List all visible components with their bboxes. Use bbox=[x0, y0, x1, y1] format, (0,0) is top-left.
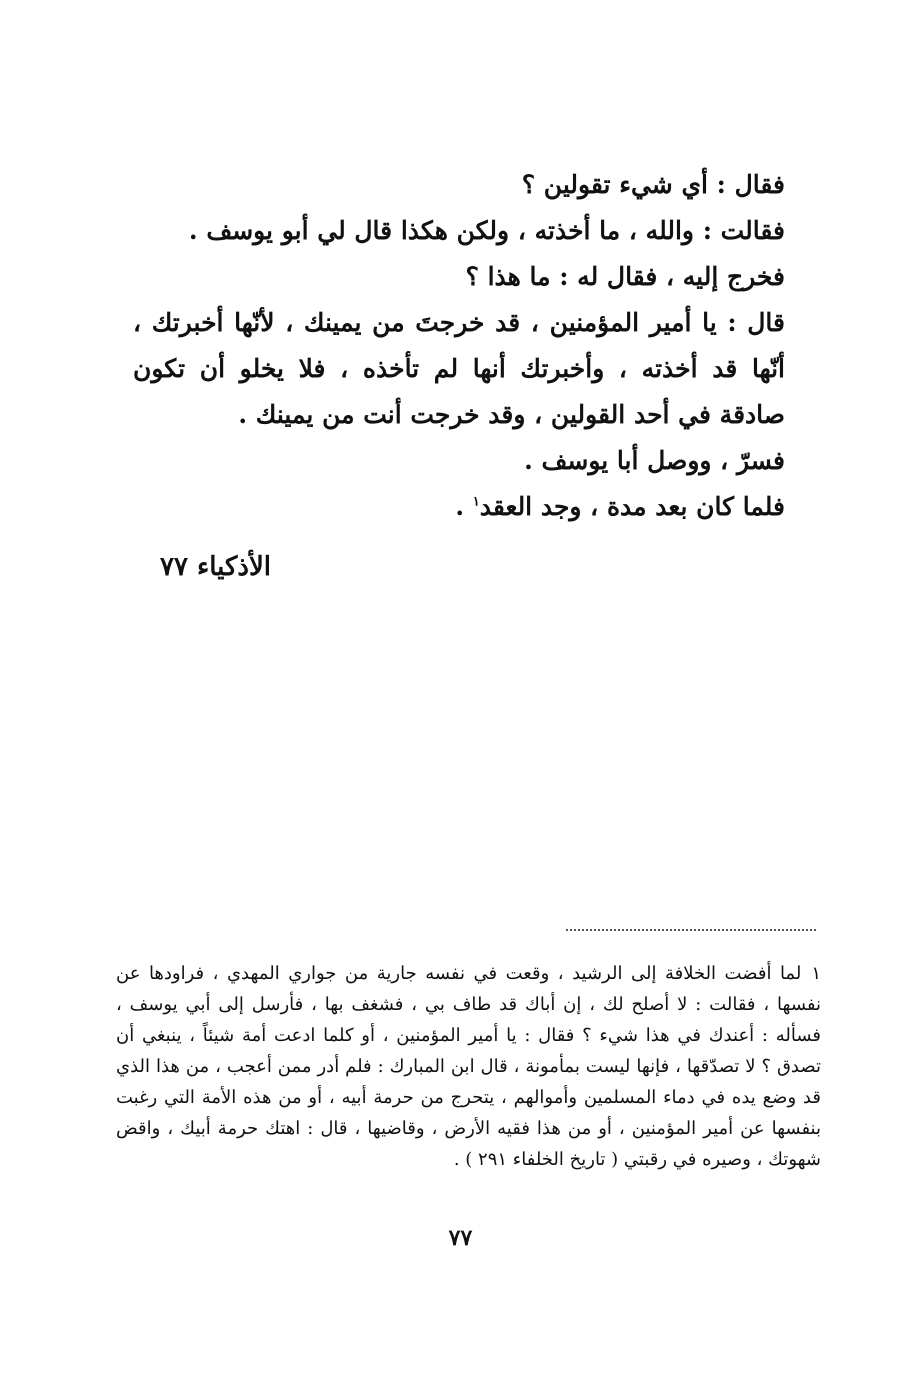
section-heading: الأذكياء ٧٧ bbox=[160, 552, 271, 582]
footnote-divider bbox=[566, 929, 816, 931]
paragraph-3: فخرج إليه ، فقال له : ما هذا ؟ bbox=[465, 262, 785, 291]
paragraph-6-end: . bbox=[455, 492, 473, 521]
footnote bbox=[116, 958, 821, 1175]
footnote-number: ١ bbox=[811, 963, 821, 984]
paragraph-6-text: فلما كان بعد مدة ، وجد العقد bbox=[479, 492, 785, 521]
footnote-text: لما أفضت الخلافة إلى الرشيد ، وقعت في نفسه جارية من جواري المهدي ، فراودها عن نفسها ، فقالت : لا أصلح لك ، إن أباك قد طاف بي ، فشغف بها ، فأرسل إلى أبي يوسف ، فسأله : أعندك في هذا شيء ؟ فقال : يا أمير المؤمنين ، أو كلما ادعت أمة شيئاً ، ينبغي أن تصدق ؟ لا تصدّقها ، فإنها ليست بمأمونة ، قال ابن المبارك : فلم أدر ممن أعجب ، من هذا الذي قد وضع يده في دماء المسلمين وأموالهم ، يتحرج من حرمة أبيه ، أو من هذه الأمة التي رغبت بنفسها عن أمير المؤمنين ، أو من هذا فقيه الأرض ، وقاضيها ، قال : اهتك حرمة أبيك ، واقض شهوتك ، وصيره في رقبتي ( تاريخ الخلفاء ٢٩١ ) . bbox=[116, 963, 821, 1170]
paragraph-1: فقال : أي شيء تقولين ؟ bbox=[521, 170, 785, 199]
paragraph-6 bbox=[133, 484, 813, 530]
paragraph-2: فقالت : والله ، ما أخذته ، ولكن هكذا قال لي أبو يوسف . bbox=[188, 216, 785, 245]
footnote-reference[interactable]: ١ bbox=[472, 494, 480, 510]
main-text bbox=[133, 162, 813, 530]
paragraph-5: فسرّ ، ووصل أبا يوسف . bbox=[524, 446, 785, 475]
page-number: ٧٧ bbox=[448, 1225, 473, 1251]
paragraph-4: قال : يا أمير المؤمنين ، قد خرجتَ من يمينك ، لأنّها أخبرتك ، أنّها قد أخذته ، وأخبرتك أنها لم تأخذه ، فلا يخلو أن تكون صادقة في أحد القولين ، وقد خرجت أنت من يمينك . bbox=[133, 308, 785, 429]
